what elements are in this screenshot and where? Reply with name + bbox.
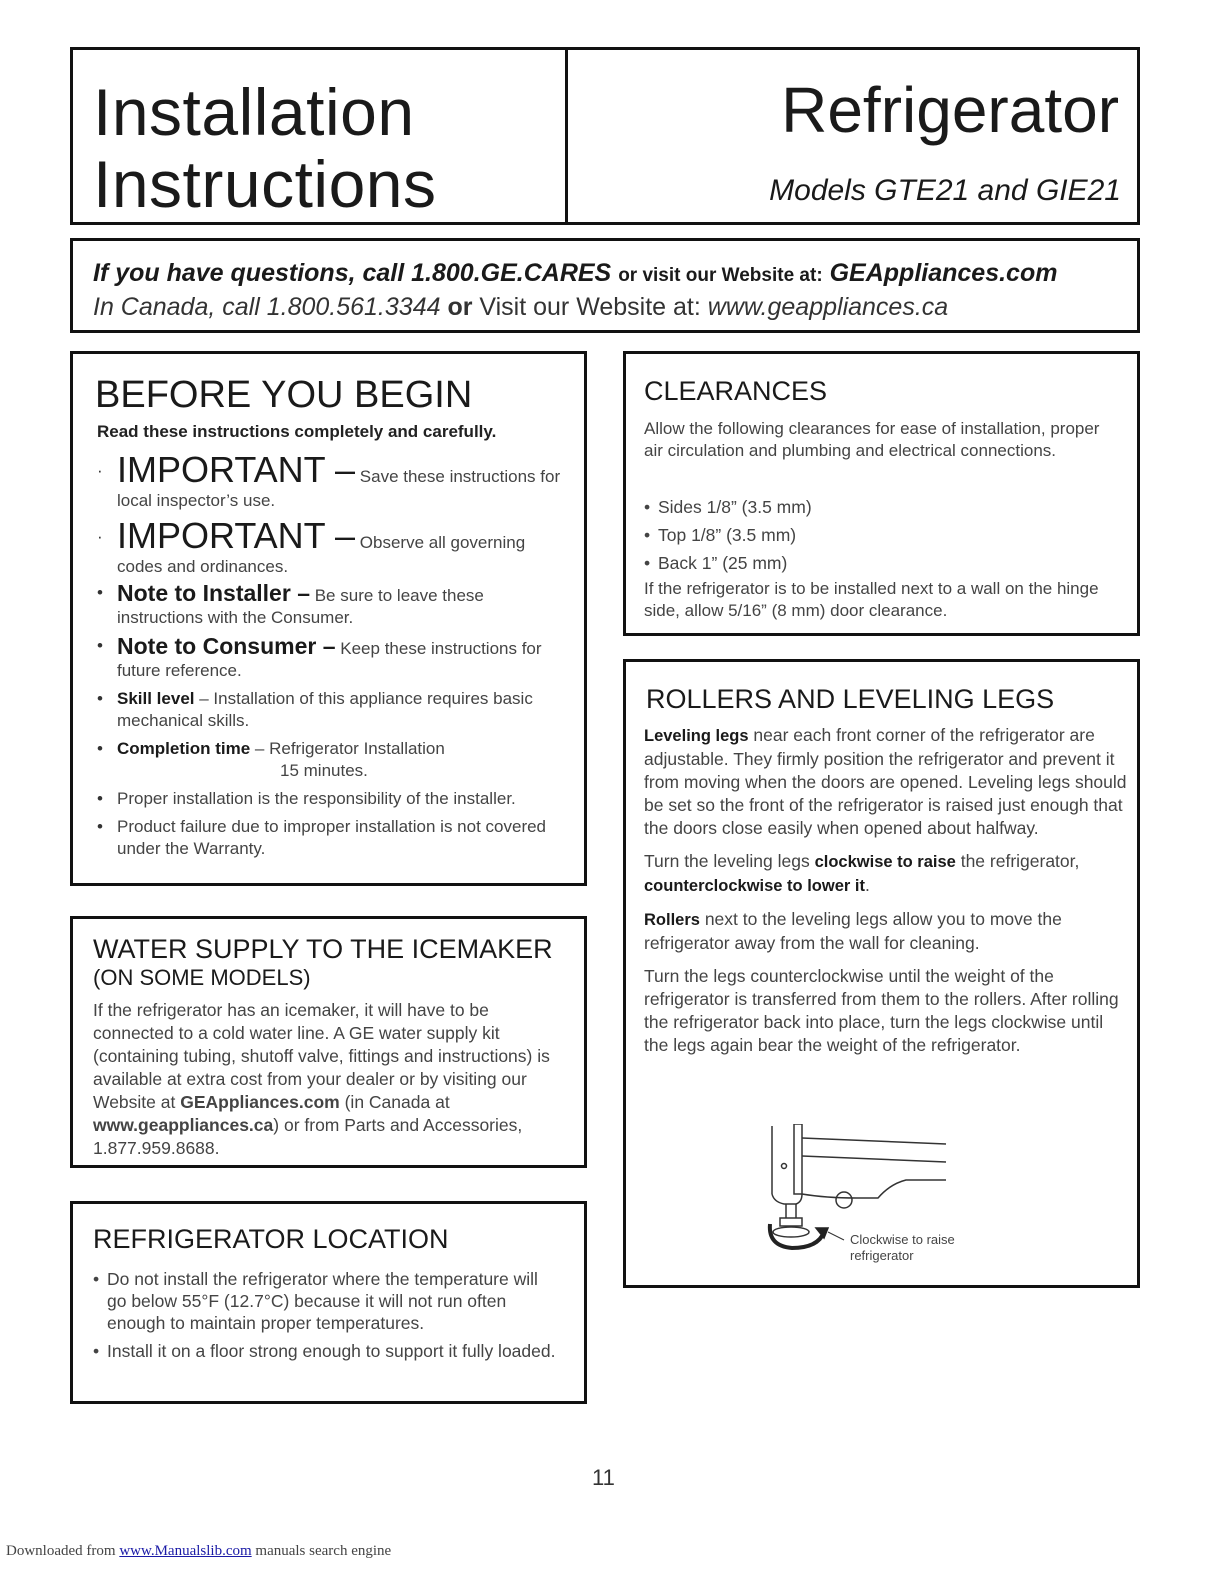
section-heading: WATER SUPPLY TO THE ICEMAKER bbox=[93, 934, 553, 964]
cabinet-corner bbox=[772, 1194, 802, 1204]
contact-us-line: If you have questions, call 1.800.GE.CARES or visit our Website at: GEAppliances.com bbox=[93, 259, 1058, 287]
ge-website-link[interactable]: GEAppliances.com bbox=[180, 1092, 340, 1112]
list-item: · IMPORTANT – Observe all governing codes and ordinances. bbox=[97, 515, 526, 576]
before-you-begin-section bbox=[70, 351, 587, 886]
section-body: If the refrigerator has an icemaker, it will have to be connected to a cold water line. A GE water supply kit (containing tubing, shutoff valve, fittings and instructions) is available at extra cost from your dealer or by visiting our Website at GEAppliances.com (in Canada at www.geappliances.ca) or from Parts and Accessories, 1.877.959.8688. bbox=[93, 1000, 550, 1158]
rollers-body bbox=[644, 724, 1130, 1067]
list-item: • Note to Consumer – Keep these instructions for future reference. bbox=[97, 633, 542, 680]
clearances-note: If the refrigerator is to be installed next to a wall on the hinge side, allow 5/16” (8 mm) door clearance. bbox=[644, 579, 1099, 620]
section-heading: CLEARANCES bbox=[644, 376, 828, 406]
leg-foot bbox=[773, 1227, 809, 1237]
clearances-intro: Allow the following clearances for ease of installation, proper air circulation and plumbing and electrical connections. bbox=[644, 419, 1100, 460]
cabinet-base bbox=[802, 1180, 946, 1198]
contact-box bbox=[70, 238, 1140, 333]
paragraph: Turn the leveling legs clockwise to raise the refrigerator, counterclockwise to lower it. bbox=[644, 851, 1080, 895]
ca-website-link[interactable]: www.geappliances.ca bbox=[707, 293, 949, 321]
clearances-list bbox=[644, 496, 812, 580]
list-item: • Proper installation is the responsibility of the installer. bbox=[97, 789, 516, 808]
list-item: · IMPORTANT – Save these instructions for local inspector’s use. bbox=[97, 449, 561, 510]
section-subheading: (ON SOME MODELS) bbox=[93, 965, 311, 990]
paragraph: Leveling legs near each front corner of the refrigerator are adjustable. They firmly position the refrigerator and prevent it from moving when the doors are opened. Leveling legs should be set so the front of the refrigerator is raised just enough that the doors close easily when opened about halfway. bbox=[644, 725, 1127, 838]
list-item: • Skill level – Installation of this appliance requires basic mechanical skills. bbox=[97, 689, 533, 730]
before-list bbox=[93, 450, 571, 866]
contact-canada-line: In Canada, call 1.800.561.3344 or Visit our Website at: www.geappliances.ca bbox=[93, 293, 949, 321]
list-item: • Do not install the refrigerator where the temperature will go below 55°F (12.7°C) because it will not run often enough to maintain proper temperatures. bbox=[93, 1269, 538, 1333]
section-heading: ROLLERS AND LEVELING LEGS bbox=[646, 684, 1055, 714]
paragraph: Rollers next to the leveling legs allow you to move the refrigerator away from the wall for cleaning. bbox=[644, 909, 1062, 953]
leg-nut bbox=[780, 1218, 802, 1226]
list-item: • Top 1/8” (3.5 mm) bbox=[644, 525, 797, 545]
diagram-label: Clockwise to raise refrigerator bbox=[850, 1232, 955, 1263]
location-list bbox=[91, 1268, 561, 1368]
product-title: Refrigerator bbox=[781, 74, 1119, 146]
model-numbers: Models GTE21 and GIE21 bbox=[769, 174, 1121, 207]
ca-website-link[interactable]: www.geappliances.ca bbox=[93, 1115, 274, 1135]
header-title-box bbox=[70, 47, 567, 225]
clearances-section bbox=[623, 351, 1140, 636]
list-item: • Sides 1/8” (3.5 mm) bbox=[644, 497, 812, 517]
download-footer: Downloaded from www.Manualslib.com manuals search engine bbox=[6, 1543, 392, 1559]
document-title: Installation Instructions bbox=[93, 75, 437, 221]
section-heading: REFRIGERATOR LOCATION bbox=[93, 1224, 449, 1254]
list-item: • Product failure due to improper installation is not covered under the Warranty. bbox=[97, 817, 547, 858]
manualslib-link[interactable]: www.Manualslib.com bbox=[119, 1543, 252, 1559]
list-item: • Back 1” (25 mm) bbox=[644, 553, 788, 573]
cabinet-frame bbox=[794, 1124, 802, 1194]
rollers-leveling-section bbox=[623, 659, 1140, 1288]
page-number: 11 bbox=[592, 1465, 615, 1490]
list-item: • Note to Installer – Be sure to leave these instructions with the Consumer. bbox=[97, 580, 484, 627]
section-subtitle: Read these instructions completely and carefully. bbox=[97, 422, 497, 441]
header-product-box bbox=[565, 47, 1140, 225]
ge-website-link[interactable]: GEAppliances.com bbox=[829, 259, 1058, 287]
refrigerator-location-section bbox=[70, 1201, 587, 1404]
paragraph: Turn the legs counterclockwise until the weight of the refrigerator is transferred from them to the rollers. After rolling the refrigerator back into place, turn the legs clockwise until the legs again bear the weight of the refrigerator. bbox=[644, 966, 1119, 1055]
list-item: • Install it on a floor strong enough to support it fully loaded. bbox=[93, 1341, 556, 1361]
list-item: • Completion time – Refrigerator Installation 15 minutes. bbox=[97, 739, 445, 780]
section-heading: BEFORE YOU BEGIN bbox=[95, 374, 473, 416]
water-supply-section bbox=[70, 916, 587, 1168]
